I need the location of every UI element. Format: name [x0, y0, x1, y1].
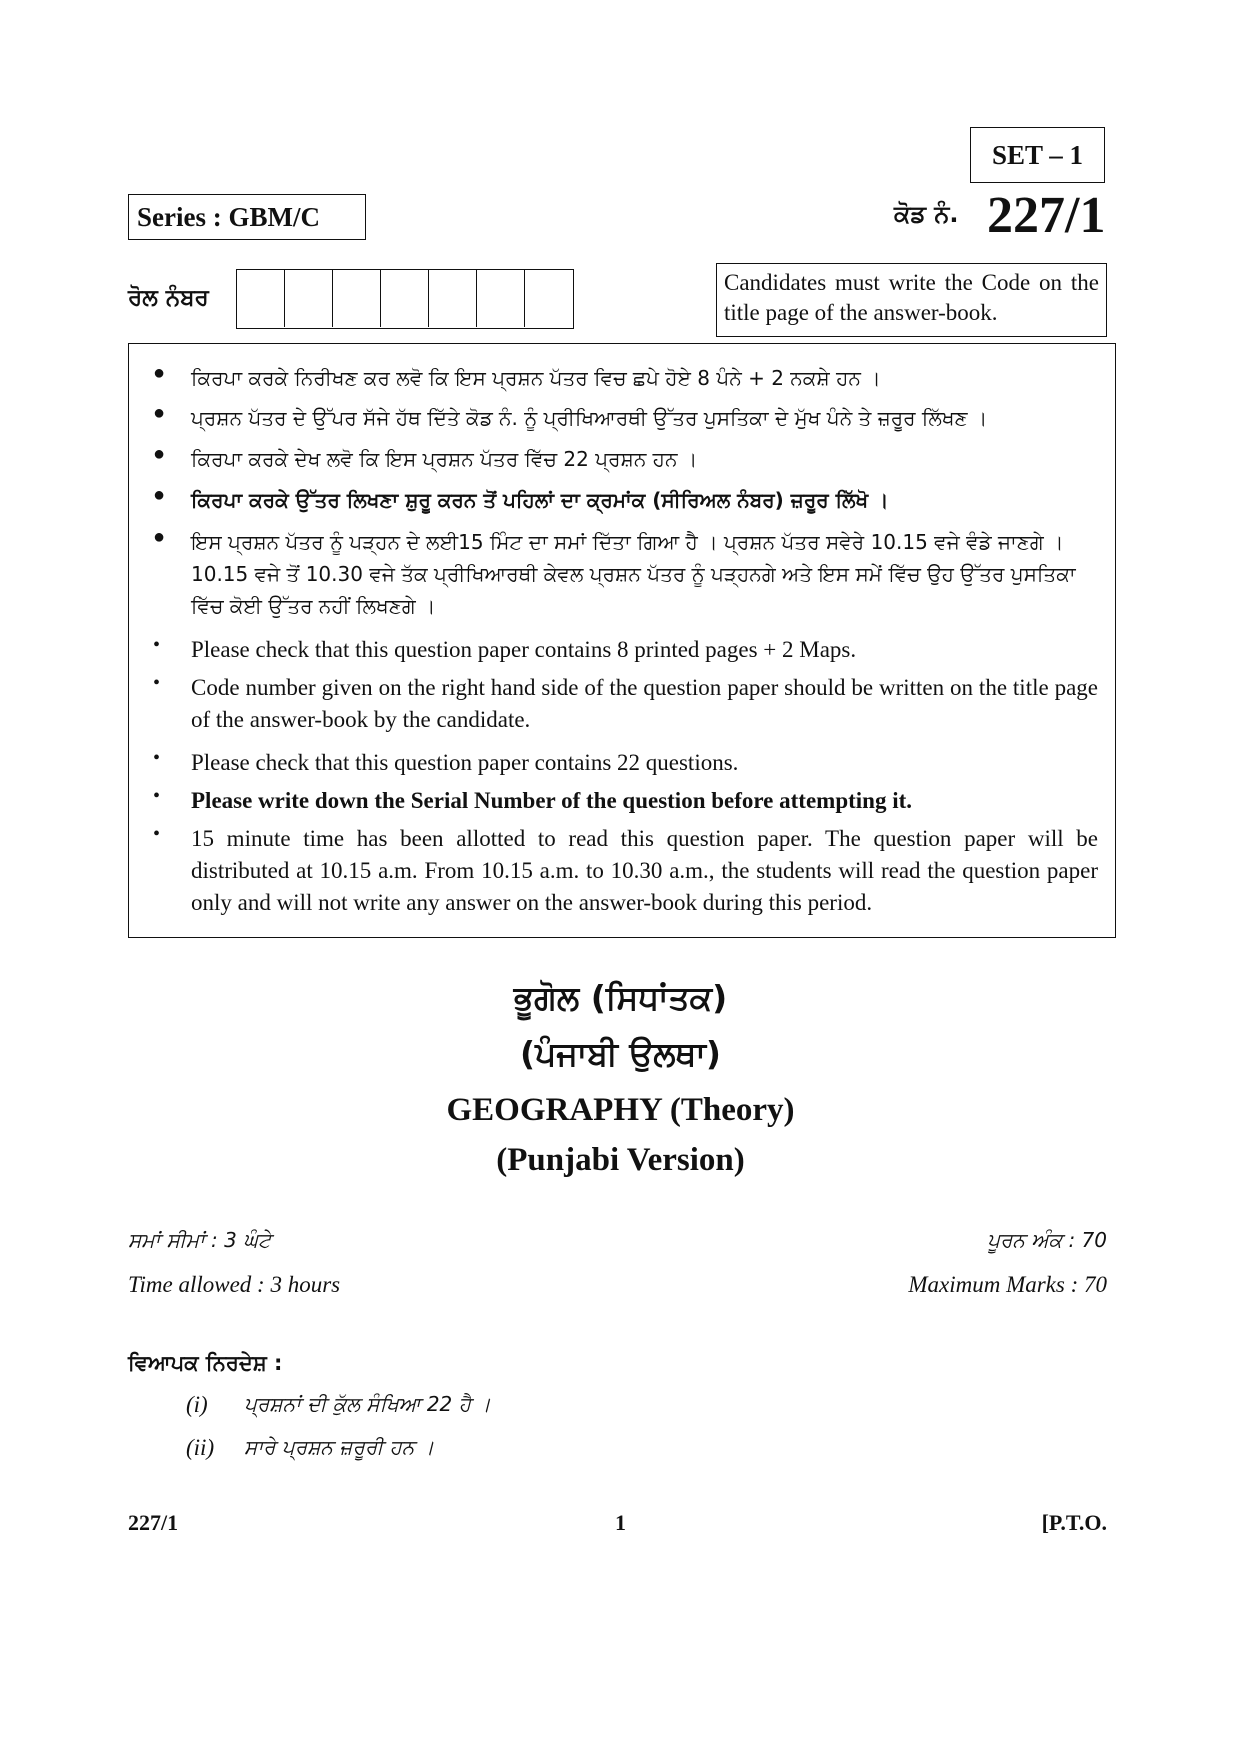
bullet-icon: •	[153, 634, 161, 656]
item-number: (i)	[186, 1392, 208, 1417]
instruction-text: Code number given on the right hand side of the question paper should be written on the title page of the answer-book by the candidate.	[191, 675, 1098, 732]
page-number: 1	[615, 1510, 626, 1535]
roll-number-cell[interactable]	[429, 270, 477, 327]
bullet-icon: ●	[153, 362, 166, 384]
roll-number-cell[interactable]	[477, 270, 525, 327]
subject-title: GEOGRAPHY (Theory)	[446, 1092, 795, 1128]
instruction-text: ਪ੍ਰਸ਼ਨ ਪੱਤਰ ਦੇ ਉੱਪਰ ਸੱਜੇ ਹੱਥ ਦਿੱਤੇ ਕੋਡ ਨੰ. ਨੂੰ ਪ੍ਰੀਖਿਆਰਥੀ ਉੱਤਰ ਪੁਸਤਿਕਾ ਦੇ ਮੁੱਖ ਪੰਨੇ ਤੇ ਜ਼ਰੂਰ ਲਿੱਖਣ ।	[191, 406, 988, 430]
footer-code: 227/1	[128, 1510, 179, 1535]
time-allowed-punjabi: ਸਮਾਂ ਸੀਮਾਂ : 3 ਘੰਟੇ	[128, 1228, 271, 1252]
roll-number-cell[interactable]	[381, 270, 429, 327]
bullet-icon: ●	[153, 443, 166, 465]
item-text: ਪ੍ਰਸ਼ਨਾਂ ਦੀ ਕੁੱਲ ਸੰਖਿਆ 22 ਹੈ ।	[244, 1392, 491, 1416]
roll-number-cell[interactable]	[237, 270, 285, 327]
bullet-icon: ●	[153, 526, 166, 548]
bullet-icon: •	[153, 672, 161, 694]
instruction-text: Please check that this question paper contains 22 questions.	[191, 750, 739, 775]
instruction-text: ਕਿਰਪਾ ਕਰਕੇ ਦੇਖ ਲਵੋ ਕਿ ਇਸ ਪ੍ਰਸ਼ਨ ਪੱਤਰ ਵਿੱਚ 22 ਪ੍ਰਸ਼ਨ ਹਨ ।	[191, 447, 698, 471]
bullet-icon: ●	[153, 402, 166, 424]
version-title: (Punjabi Version)	[496, 1142, 745, 1178]
code-value: 227/1	[987, 187, 1106, 244]
bullet-icon: ●	[153, 484, 166, 506]
general-instructions-heading: ਵਿਆਪਕ ਨਿਰਦੇਸ਼ :	[128, 1351, 283, 1375]
roll-number-cell[interactable]	[333, 270, 381, 327]
roll-number-label: ਰੋਲ ਨੰਬਰ	[128, 285, 209, 311]
bullet-icon: •	[153, 785, 161, 807]
instruction-text: Please write down the Serial Number of the question before attempting it.	[191, 788, 913, 813]
maximum-marks: Maximum Marks : 70	[908, 1272, 1107, 1297]
code-label: ਕੋਡ ਨੰ.	[894, 200, 959, 228]
series-label: Series : GBM/C	[128, 194, 366, 240]
bullet-icon: •	[153, 823, 161, 845]
subject-title-punjabi: ਭੂਗੋਲ (ਸਿਧਾਂਤਕ)	[513, 978, 728, 1017]
instruction-text: Please check that this question paper contains 8 printed pages + 2 Maps.	[191, 637, 857, 662]
please-turn-over: [P.T.O.	[1041, 1510, 1107, 1535]
version-title-punjabi: (ਪੰਜਾਬੀ ਉਲਥਾ)	[520, 1034, 721, 1073]
item-number: (ii)	[186, 1435, 215, 1460]
roll-number-cell[interactable]	[525, 270, 573, 327]
maximum-marks-punjabi: ਪੂਰਨ ਅੰਕ : 70	[987, 1228, 1107, 1252]
candidate-note: Candidates must write the Code on the title page of the answer-book.	[716, 263, 1107, 337]
instruction-text: ਕਿਰਪਾ ਕਰਕੇ ਉੱਤਰ ਲਿਖਣਾ ਸ਼ੁਰੂ ਕਰਨ ਤੋਂ ਪਹਿਲਾਂ ਦਾ ਕ੍ਰਮਾਂਕ (ਸੀਰਿਅਲ ਨੰਬਰ) ਜ਼ਰੂਰ ਲਿੱਖੋ ।	[191, 488, 889, 512]
time-allowed: Time allowed : 3 hours	[128, 1272, 341, 1297]
instruction-text: 15 minute time has been allotted to read this question paper. The question paper will be distributed at 10.15 a.m. From 10.15 a.m. to 10.30 a.m., the students will read the question paper only and will not write any answer on the answer-book during this period.	[191, 826, 1098, 915]
roll-number-grid[interactable]	[236, 269, 574, 329]
set-label: SET – 1	[970, 127, 1105, 183]
instructions-box	[128, 343, 1116, 938]
instruction-text: ਕਿਰਪਾ ਕਰਕੇ ਨਿਰੀਖਣ ਕਰ ਲਵੋ ਕਿ ਇਸ ਪ੍ਰਸ਼ਨ ਪੱਤਰ ਵਿਚ ਛਪੇ ਹੋਏ 8 ਪੰਨੇ + 2 ਨਕਸ਼ੇ ਹਨ ।	[191, 366, 881, 390]
roll-number-cell[interactable]	[285, 270, 333, 327]
bullet-icon: •	[153, 747, 161, 769]
item-text: ਸਾਰੇ ਪ੍ਰਸ਼ਨ ਜ਼ਰੂਰੀ ਹਨ ।	[244, 1435, 435, 1459]
instruction-text: ਇਸ ਪ੍ਰਸ਼ਨ ਪੱਤਰ ਨੂੰ ਪੜ੍ਹਨ ਦੇ ਲਈ15 ਮਿੰਟ ਦਾ ਸਮਾਂ ਦਿੱਤਾ ਗਿਆ ਹੈ । ਪ੍ਰਸ਼ਨ ਪੱਤਰ ਸਵੇਰੇ 10.15 ਵਜੇ ਵੰਡੇ ਜਾਣਗੇ । 10.15 ਵਜੇ ਤੋਂ 10.30 ਵਜੇ ਤੱਕ ਪ੍ਰੀਖਿਆਰਥੀ ਕੇਵਲ ਪ੍ਰਸ਼ਨ ਪੱਤਰ ਨੂੰ ਪੜ੍ਹਨਗੇ ਅਤੇ ਇਸ ਸਮੇਂ ਵਿੱਚ ਉਹ ਉੱਤਰ ਪੁਸਤਿਕਾ ਵਿੱਚ ਕੋਈ ਉੱਤਰ ਨਹੀਂ ਲਿਖਣਗੇ ।	[191, 530, 1076, 618]
